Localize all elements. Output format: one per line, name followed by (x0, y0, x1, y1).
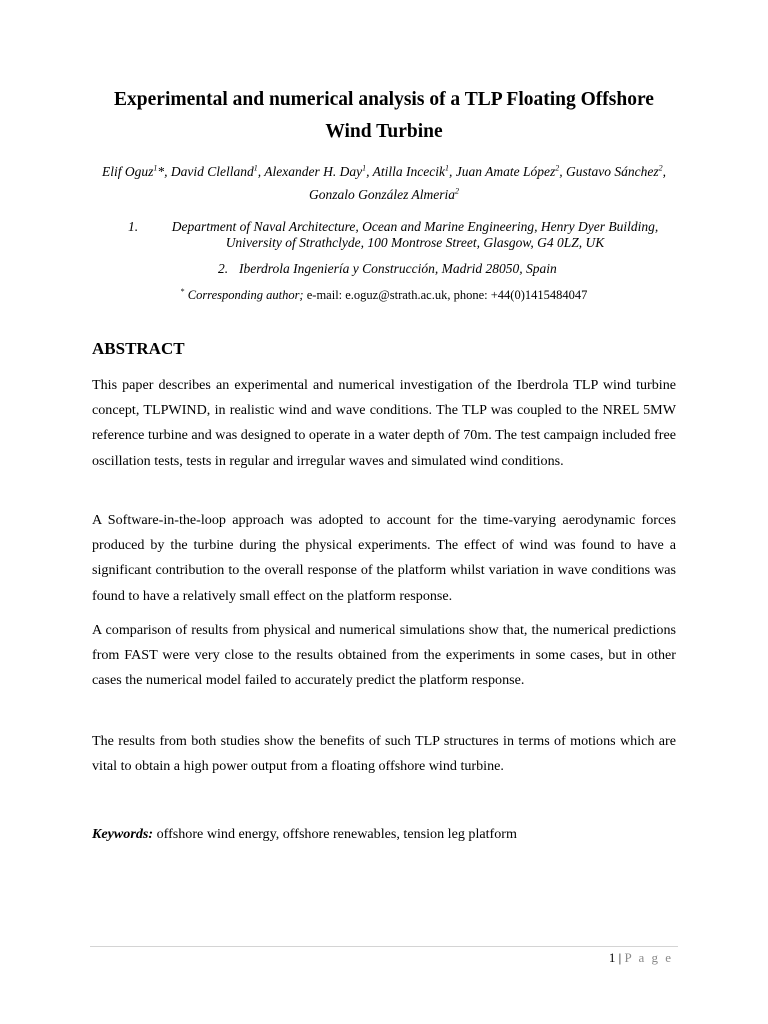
page-label: P a g e (624, 950, 673, 965)
corresponding-author-details: e-mail: e.oguz@strath.ac.uk, phone: +44(0)1415484047 (303, 288, 588, 302)
author-list (92, 160, 676, 206)
affiliation-text (150, 219, 680, 251)
author: Atilla Incecik$^1$, (372, 163, 456, 179)
affiliation-2 (218, 261, 557, 277)
affiliation-line-2: University of Strathclyde, 100 Montrose Street, Glasgow, G4 0LZ, UK (225, 235, 605, 250)
author: Gonzalo González Almeria$^2$ (308, 186, 459, 202)
abstract-heading: ABSTRACT (92, 339, 185, 358)
abstract-paragraph-3: A comparison of results from physical and numerical simulations show that, the numerical predictions from FAST were very close to the results obtained from the experiments in some cases, but in other cases the numerical model failed to accurately predict the platform response. (92, 622, 676, 689)
affiliation-line-1: Department of Naval Architecture, Ocean and Marine Engineering, Henry Dyer Building, (171, 219, 659, 234)
keywords-label: Keywords: (92, 826, 154, 842)
author: Elif Oguz$^1$*, (102, 163, 171, 179)
author: Alexander H. Day$^1$, (264, 163, 373, 179)
author: Gustavo Sánchez$^2$, (566, 163, 666, 179)
affiliation-number: 1. (128, 219, 139, 234)
page-number: 1 (608, 950, 616, 965)
affiliation-number: 2. (218, 261, 229, 276)
abstract-paragraph-2: A Software-in-the-loop approach was adopted to account for the time-varying aerodynamic forces produced by the turbine during the physical experiments. The effect of wind was found to have a significant contribution to the overall response of the platform whilst variation in wave conditions was found to have a relatively small effect on the platform response. (92, 512, 676, 604)
title-line-2: Wind Turbine (325, 121, 443, 142)
page-footer (609, 950, 673, 966)
footer-divider (90, 946, 678, 947)
corresponding-author-label: Corresponding author; (187, 288, 304, 302)
author: Juan Amate López$^2$, (455, 163, 566, 179)
title-line-1: Experimental and numerical analysis of a TLP Floating Offshore (114, 89, 654, 110)
corresponding-author (0, 287, 768, 303)
affiliation-text: Iberdrola Ingeniería y Construcción, Madrid 28050, Spain (239, 261, 557, 276)
footnote-star: * (180, 286, 185, 296)
page-separator: | (615, 950, 625, 965)
abstract-paragraph-4: The results from both studies show the benefits of such TLP structures in terms of motions which are vital to obtain a high power output from a floating offshore wind turbine. (92, 733, 676, 775)
paper-title (70, 84, 698, 148)
abstract-paragraph-1: This paper describes an experimental and numerical investigation of the Iberdrola TLP wind turbine concept, TLPWIND, in realistic wind and wave conditions. The TLP was coupled to the NREL 5MW reference turbine and was designed to operate in a water depth of 70m. The test campaign included free oscillation tests, tests in regular and irregular waves and simulated wind conditions. (92, 377, 676, 469)
author: David Clelland$^1$, (170, 163, 265, 179)
keywords-text: offshore wind energy, offshore renewables, tension leg platform (153, 826, 517, 842)
keywords (92, 824, 517, 844)
